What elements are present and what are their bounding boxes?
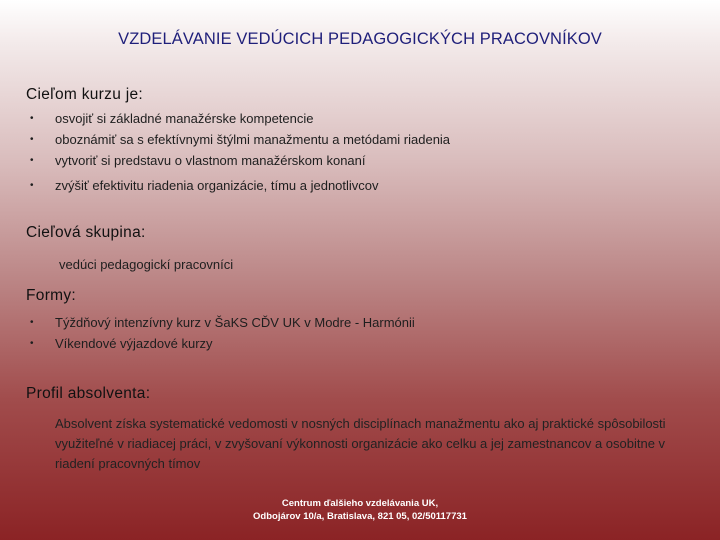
list-item: • zvýšiť efektivitu riadenia organizácie, tímu a jednotlivcov	[26, 175, 450, 196]
bullet-icon: •	[30, 113, 34, 124]
bullet-icon: •	[30, 134, 34, 145]
list-item: • oboznámiť sa s efektívnymi štýlmi manažmentu a metódami riadenia	[26, 129, 450, 150]
forms-heading: Formy:	[26, 287, 77, 304]
goals-list	[26, 108, 450, 196]
profile-text: Absolvent získa systematické vedomosti v nosných disciplínach manažmentu ako aj praktické spôsobilosti využiteľné v riadiacej práci, v zvyšovaní výkonnosti organizácie ako celku a jej zamestnancov a osobitne v riadení pracovných tímov	[55, 416, 666, 471]
list-item: • Týždňový intenzívny kurz v ŠaKS CĎV UK v Modre - Harmónii	[26, 312, 415, 333]
list-item: • Víkendové výjazdové kurzy	[26, 333, 415, 354]
footer-line-2: Odbojárov 10/a, Bratislava, 821 05, 02/50117731	[253, 511, 467, 522]
target-group-heading: Cieľová skupina:	[26, 224, 146, 241]
bullet-icon: •	[30, 180, 34, 191]
profile-heading: Profil absolventa:	[26, 385, 151, 402]
bullet-icon: •	[30, 155, 34, 166]
forms-list	[26, 312, 415, 354]
bullet-icon: •	[30, 338, 34, 349]
goals-heading: Cieľom kurzu je:	[26, 86, 143, 103]
footer	[0, 497, 720, 523]
page-title: VZDELÁVANIE VEDÚCICH PEDAGOGICKÝCH PRACOVNÍKOV	[118, 30, 602, 48]
list-item: • osvojiť si základné manažérske kompetencie	[26, 108, 450, 129]
target-group-text: vedúci pedagogickí pracovníci	[59, 257, 234, 272]
list-item: • vytvoriť si predstavu o vlastnom manažérskom konaní	[26, 150, 450, 171]
bullet-icon: •	[30, 317, 34, 328]
footer-line-1: Centrum ďalšieho vzdelávania UK,	[281, 498, 439, 509]
